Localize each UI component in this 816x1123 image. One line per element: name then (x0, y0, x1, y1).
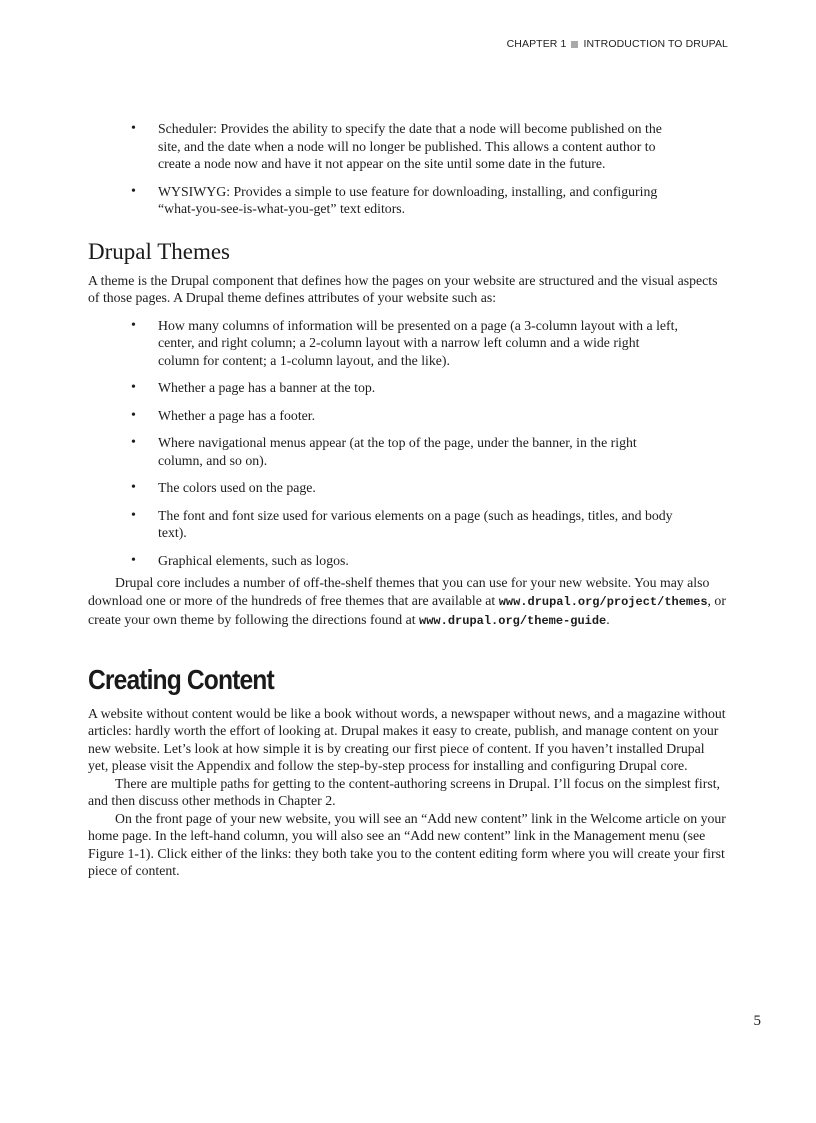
themes-closing-paragraph: Drupal core includes a number of off-the-shelf themes that you can use for your new website. You may also download one or more of the hundreds of free themes that are available at www.drupal.org/project/themes, or create your own theme by following the directions found at www.drupal.org/theme-guide. (88, 575, 726, 628)
header-chapter: CHAPTER 1 (506, 38, 567, 50)
list-item: • The font and font size used for various elements on a page (such as headings, titles, and body text). (131, 507, 673, 540)
themes-bullet-list (88, 317, 728, 570)
themes-intro: A theme is the Drupal component that defines how the pages on your website are structured and the visual aspects of those pages. A Drupal theme defines attributes of your website such as: (88, 272, 718, 305)
bullet-icon: • (131, 552, 136, 568)
bullet-icon: • (131, 435, 136, 450)
content-paragraph: On the front page of your new website, you will see an “Add new content” link in the Welcome article on your home page. In the left-hand column, you will also see an “Add new content” link in the Management menu (see Figure 1-1). Click either of the links: they both take you to the content editing form where you will create your first piece of content. (88, 810, 726, 878)
themes-link[interactable]: www.drupal.org/project/themes (498, 594, 708, 609)
list-item: • Graphical elements, such as logos. (131, 552, 349, 568)
bullet-icon: • (131, 183, 136, 199)
page-content (88, 120, 728, 880)
theme-guide-link[interactable]: www.drupal.org/theme-guide (419, 614, 607, 628)
bullet-icon: • (131, 380, 136, 395)
content-paragraph: There are multiple paths for getting to the content-authoring screens in Drupal. I’ll focus on the simplest first, and then discuss other methods in Chapter 2. (88, 775, 720, 808)
page-number: 5 (753, 1013, 761, 1029)
list-item: • WYSIWYG: Provides a simple to use feature for downloading, installing, and configuring “what-you-see-is-what-you-get” text editors. (131, 183, 658, 216)
section-heading-creating-content: Creating Content (88, 663, 274, 695)
bullet-icon: • (131, 317, 136, 333)
top-bullet-list (88, 120, 728, 218)
header-title: INTRODUCTION TO DRUPAL (583, 38, 728, 50)
list-item: • Whether a page has a banner at the top. (131, 380, 376, 395)
list-item: • The colors used on the page. (131, 480, 316, 495)
list-item: • Where navigational menus appear (at the top of the page, under the banner, in the right column, and so on). (131, 435, 637, 468)
bullet-icon: • (131, 121, 136, 136)
content-paragraph: A website without content would be like a book without words, a newspaper without news, and a magazine without articles: hardly worth the effort of looking at. Drupal makes it easy to create, publish, and manage content on your new website. Let’s look at how simple it is by creating our first piece of content. If you haven’t installed Drupal yet, please visit the Appendix and follow the step-by-step process for installing and configuring Drupal core. (88, 705, 726, 773)
bullet-icon: • (131, 507, 136, 523)
bullet-icon: • (131, 407, 136, 423)
list-item: • Whether a page has a footer. (131, 407, 316, 423)
list-item: • Scheduler: Provides the ability to specify the date that a node will become published on the site, and the date when a node will no longer be published. This allows a content author to create a node now and have it not appear on the site until some date in the future. (131, 121, 662, 171)
bullet-icon: • (131, 480, 136, 495)
running-header (507, 38, 728, 50)
header-separator-icon (571, 41, 578, 48)
list-item: • How many columns of information will be presented on a page (a 3-column layout with a left, center, and right column; a 2-column layout with a narrow left column and a wide right column for content; a 1-column layout, and the like). (131, 317, 678, 368)
section-heading-drupal-themes: Drupal Themes (88, 238, 231, 264)
